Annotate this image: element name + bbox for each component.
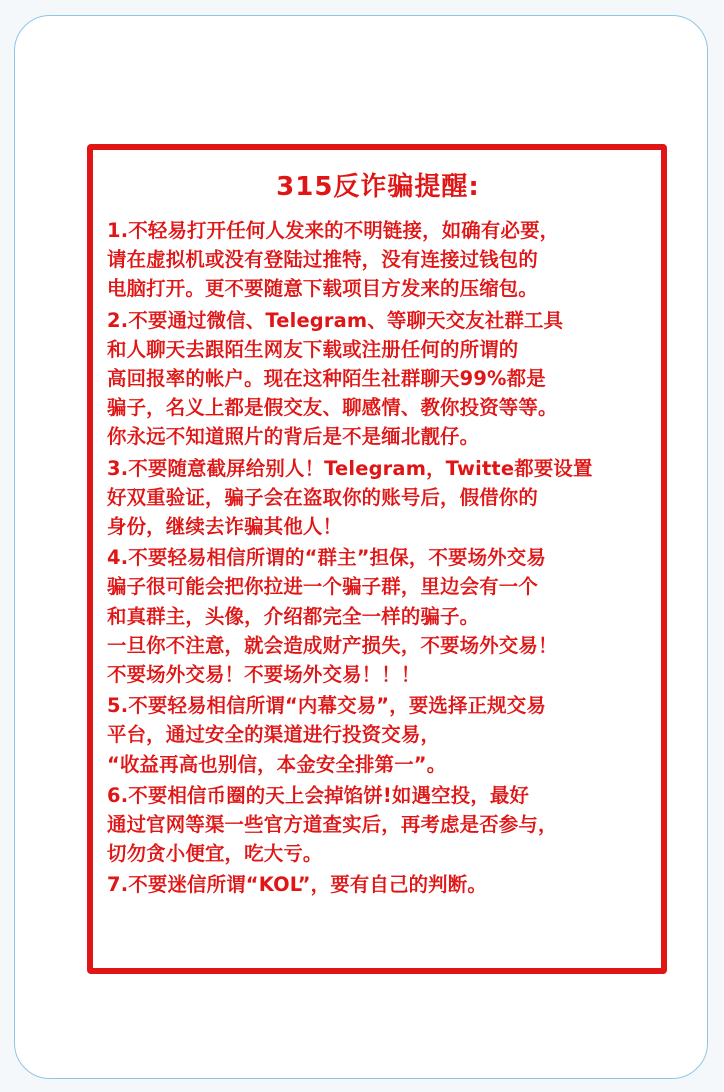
notice-item-4: 4.不要轻易相信所谓的“群主”担保，不要场外交易 骗子很可能会把你拉进一个骗子群，里边会有一个 和真群主，头像，介绍都完全一样的骗子。 一旦你不注意，就会造成财产损失，不要场外交易！ 不要场外交易！不要场外交易！！！ (107, 546, 558, 687)
notice-item-3: 3.不要随意截屏给别人！Telegram，Twitte都要设置 好双重验证，骗子会在盗取你的账号后，假借你的 身份，继续去诈骗其他人！ (107, 456, 593, 539)
notice-title: 315反诈骗提醒: (276, 172, 480, 202)
notice-items-list (107, 216, 649, 900)
notice-card (14, 15, 708, 1079)
anti-fraud-notice-box (87, 144, 667, 974)
notice-item-2: 2.不要通过微信、Telegram、等聊天交友社群工具 和人聊天去跟陌生网友下载或注册任何的所谓的 高回报率的帐户。现在这种陌生社群聊天99%都是 骗子，名义上都是假交友、聊感情、教你投资等等。 你永远不知道照片的背后是不是缅北靓仔。 (107, 308, 564, 449)
notice-item-7: 7.不要迷信所谓“KOL”，要有自己的判断。 (107, 873, 487, 897)
notice-item-6: 6.不要相信币圈的天上会掉馅饼!如遇空投，最好 通过官网等渠一些官方道查实后，再考虑是否参与， 切勿贪小便宜，吃大亏。 (107, 783, 558, 866)
notice-item-5: 5.不要轻易相信所谓“内幕交易”，要选择正规交易 平台，通过安全的渠道进行投资交易， “收益再高也别信，本金安全排第一”。 (107, 694, 546, 776)
notice-item-1: 1.不轻易打开任何人发来的不明链接，如确有必要， 请在虚拟机或没有登陆过推特，没有连接过钱包的 电脑打开。更不要随意下载项目方发来的压缩包。 (107, 219, 560, 301)
